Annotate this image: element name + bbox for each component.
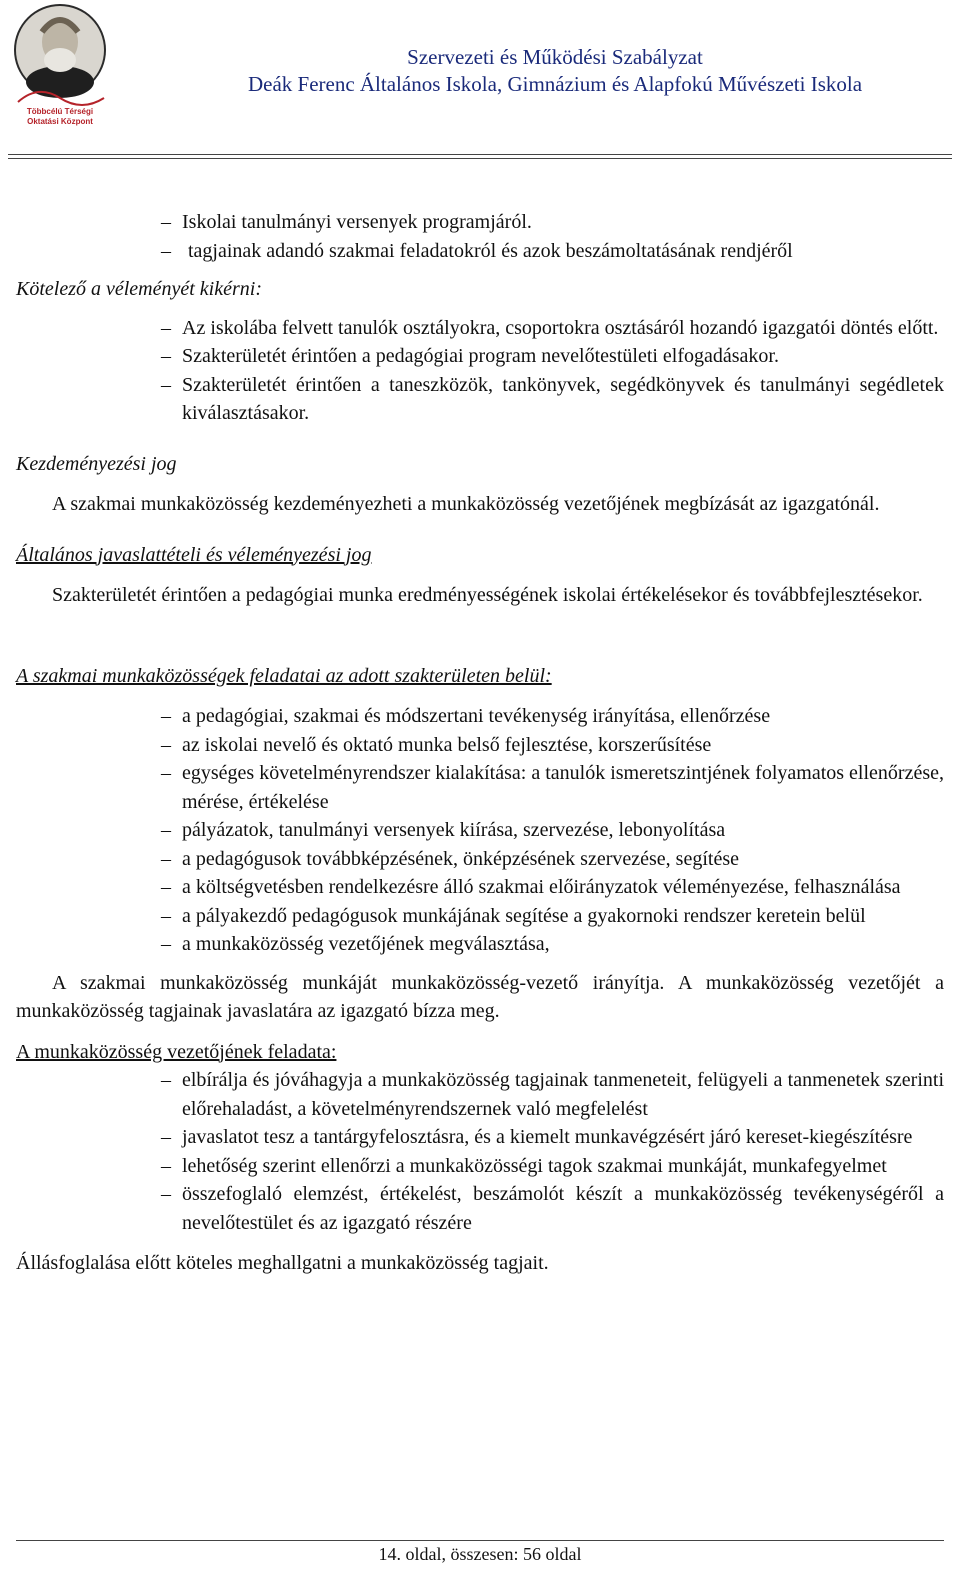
leader-heading: A munkaközösség vezetőjének feladata: <box>16 1040 337 1063</box>
header-divider <box>8 154 952 155</box>
initiative-heading: Kezdeményezési jog <box>16 452 177 475</box>
list-item: – Az iskolába felvett tanulók osztályokra, csoportokra osztásáról hozandó igazgatói döntés előtt. <box>161 316 939 339</box>
school-logo <box>8 2 112 130</box>
list-item: – tagjainak adandó szakmai feladatokról és azok beszámoltatásának rendjéről <box>161 239 793 262</box>
header-title <box>150 44 960 98</box>
opinion-heading: Kötelező a véleményét kikérni: <box>16 278 262 300</box>
page-content <box>16 208 944 1278</box>
list-item: – lehetőség szerint ellenőrzi a munkaközösségi tagok szakmai munkáját, munkafegyelmet <box>161 1154 887 1177</box>
leader-closing: Állásfoglalása előtt köteles meghallgatni a munkaközösség tagjait. <box>16 1252 549 1274</box>
leader-list <box>16 1066 944 1237</box>
tasks-heading: A szakmai munkaközösségek feladatai az adott szakterületen belül: <box>16 664 552 687</box>
list-item: – a pályakezdő pedagógusok munkájának segítése a gyakornoki rendszer keretein belül <box>161 904 866 927</box>
list-item: – javaslatot tesz a tantárgyfelosztásra, és a kiemelt munkavégzésért járó kereset-kiegészítésre <box>161 1126 913 1148</box>
logo-text-2: Oktatási Központ <box>27 117 93 126</box>
list-item: – összefoglaló elemzést, értékelést, beszámolót készít a munkaközösség tevékenységéről a nevelőtestület és az igazgató részére <box>161 1183 944 1234</box>
list-item: – Iskolai tanulmányi versenyek programjáról. <box>161 211 532 233</box>
initiative-text: A szakmai munkaközösség kezdeményezheti a munkaközösség vezetőjének megbízását az igazgatónál. <box>52 493 880 515</box>
list-item: – a pedagógiai, szakmai és módszertani tevékenység irányítása, ellenőrzése <box>161 705 771 727</box>
list-item: – Szakterületét érintően a pedagógiai program nevelőtestületi elfogadásakor. <box>161 345 779 367</box>
list-item: – egységes követelményrendszer kialakítása: a tanulók ismeretszintjének folyamatos ellenőrzése, mérése, értékelése <box>161 762 944 813</box>
footer-divider <box>16 1540 944 1541</box>
list-item: – pályázatok, tanulmányi versenyek kiírása, szervezése, lebonyolítása <box>161 819 726 841</box>
header-line-2: Deák Ferenc Általános Iskola, Gimnázium és Alapfokú Művészeti Iskola <box>247 72 863 96</box>
header-line-1: Szervezeti és Működési Szabályzat <box>407 45 703 69</box>
tasks-after-text: A szakmai munkaközösség munkáját munkaközösség-vezető irányítja. A munkaközösség vezetőjét a munkaközösség tagjainak javaslatára az igazgató bízza meg. <box>16 971 944 1022</box>
general-heading: Általános javaslattételi és véleményezési jog <box>16 543 372 566</box>
header-divider-secondary <box>8 158 952 159</box>
list-item: – az iskolai nevelő és oktató munka belső fejlesztése, korszerűsítése <box>161 733 712 756</box>
general-text: Szakterületét érintően a pedagógiai munka eredményességének iskolai értékelésekor és továbbfejlesztésekor. <box>52 584 923 606</box>
opinion-list <box>16 314 944 428</box>
list-item: – a munkaközösség vezetőjének megválasztása, <box>161 933 550 955</box>
page-number: 14. oldal, összesen: 56 oldal <box>378 1544 582 1564</box>
top-bullet-list <box>16 208 944 265</box>
list-item: – a pedagógusok továbbképzésének, önképzésének szervezése, segítése <box>161 847 739 870</box>
tasks-list <box>16 702 944 959</box>
list-item: – Szakterületét érintően a taneszközök, tankönyvek, segédkönyvek és tanulmányi segédletek kiválasztásakor. <box>161 373 944 424</box>
logo-text-1: Többcélú Térségi <box>26 107 94 116</box>
list-item: – a költségvetésben rendelkezésre álló szakmai előirányzatok véleményezése, felhasználása <box>161 876 901 898</box>
list-item: – elbírálja és jóváhagyja a munkaközösség tagjainak tanmeneteit, felügyeli a tanmenetek szerinti előrehaladást, a követelményrendszernek való megfelelést <box>161 1069 944 1120</box>
